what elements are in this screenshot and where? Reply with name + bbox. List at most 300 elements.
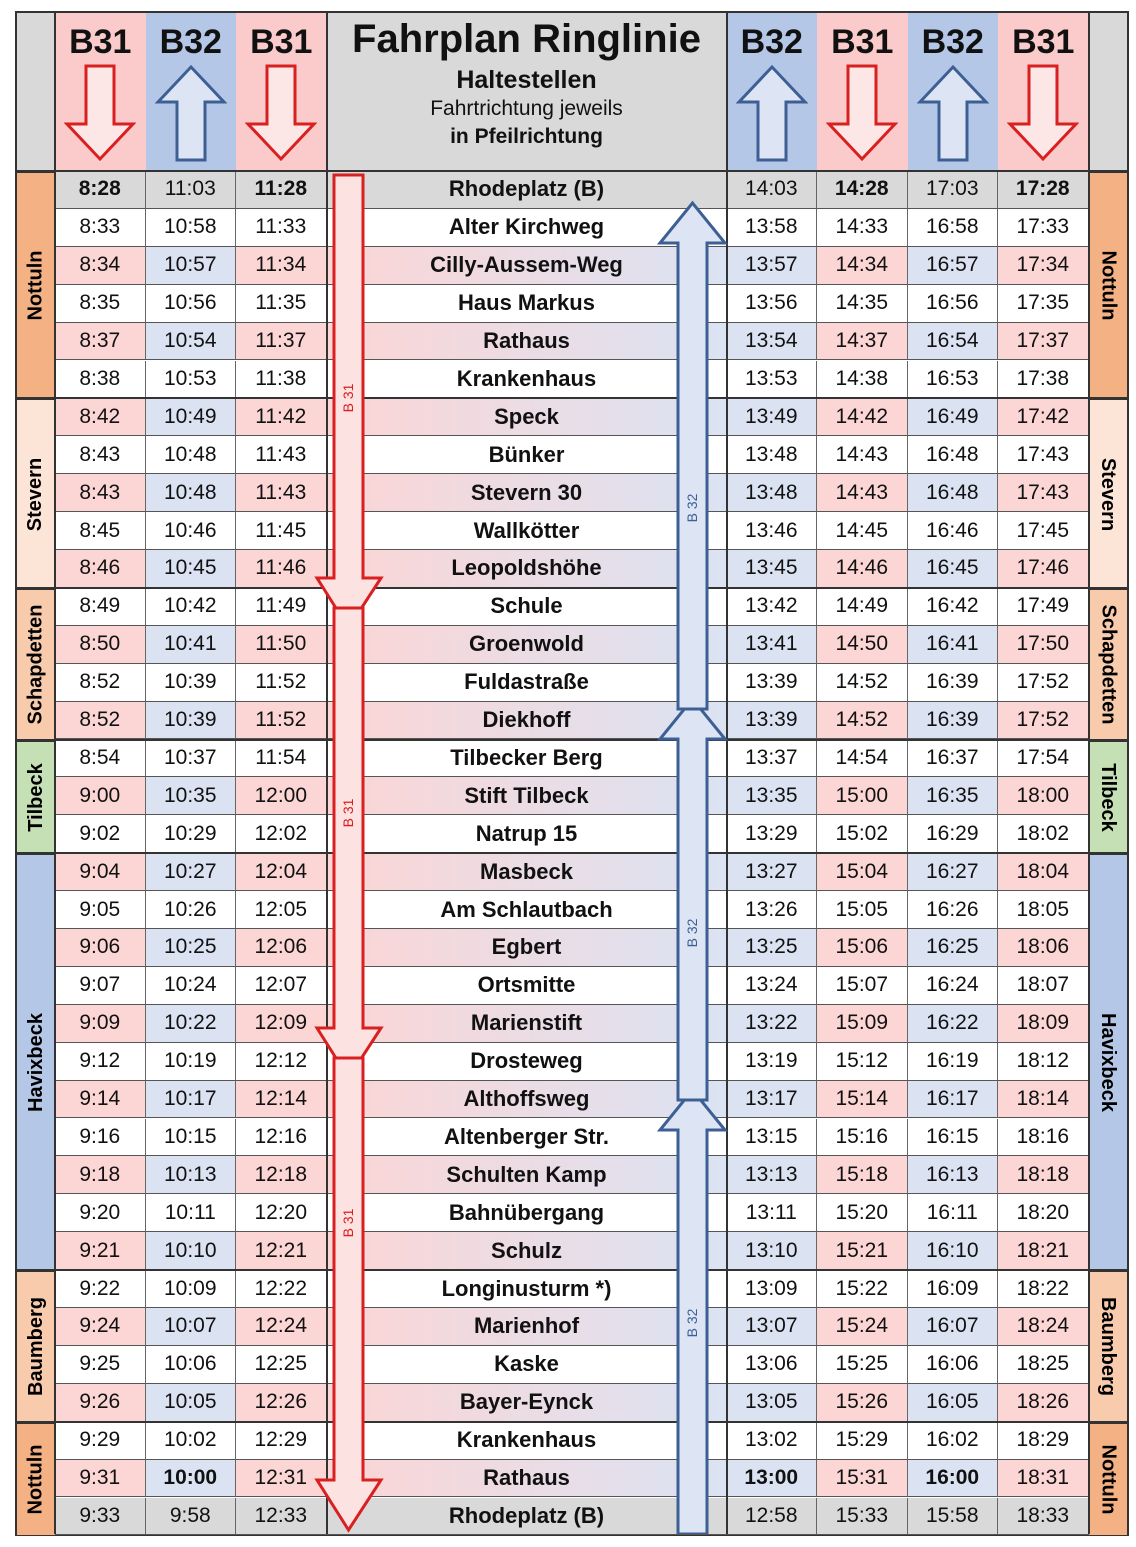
time-cell: 9:07: [55, 967, 146, 1005]
time-cell: 8:50: [55, 626, 146, 664]
time-cell: 11:43: [236, 474, 327, 512]
time-cell: 15:06: [817, 929, 908, 967]
time-cell: 13:54: [727, 323, 818, 361]
stop-name: Masbeck: [327, 853, 727, 891]
time-cell: 9:31: [55, 1460, 146, 1498]
stop-name: Ortsmitte: [327, 967, 727, 1005]
time-cell: 11:52: [236, 702, 327, 740]
page-title: Fahrplan Ringlinie: [352, 17, 701, 61]
time-cell: 15:07: [817, 967, 908, 1005]
time-cell: 11:43: [236, 436, 327, 474]
time-cell: 9:25: [55, 1346, 146, 1384]
time-cell: 16:15: [908, 1119, 999, 1157]
time-cell: 18:20: [998, 1194, 1089, 1232]
time-cell: 16:37: [908, 740, 999, 778]
time-cell: 9:00: [55, 777, 146, 815]
time-cell: 9:04: [55, 853, 146, 891]
time-cell: 16:29: [908, 815, 999, 853]
time-cell: 12:09: [236, 1005, 327, 1043]
time-cell: 13:22: [727, 1005, 818, 1043]
time-cell: 8:28: [55, 171, 146, 209]
time-cell: 13:42: [727, 588, 818, 626]
stop-name: Cilly-Aussem-Weg: [327, 247, 727, 285]
time-cell: 9:21: [55, 1232, 146, 1270]
time-cell: 10:48: [146, 474, 237, 512]
time-cell: 8:52: [55, 702, 146, 740]
time-cell: 18:12: [998, 1043, 1089, 1081]
time-cell: 8:54: [55, 740, 146, 778]
time-cell: 9:16: [55, 1119, 146, 1157]
time-cell: 15:00: [817, 777, 908, 815]
time-cell: 12:33: [236, 1498, 327, 1536]
time-cell: 8:43: [55, 474, 146, 512]
time-cell: 13:58: [727, 209, 818, 247]
stop-name: Egbert: [327, 929, 727, 967]
stop-name: Stevern 30: [327, 474, 727, 512]
time-cell: 16:41: [908, 626, 999, 664]
stop-name: Tilbecker Berg: [327, 740, 727, 778]
time-cell: 13:41: [727, 626, 818, 664]
zone-label-text: Nottuln: [24, 1444, 47, 1515]
time-cell: 13:05: [727, 1384, 818, 1422]
time-cell: 13:53: [727, 361, 818, 399]
time-cell: 17:28: [998, 171, 1089, 209]
time-cell: 18:06: [998, 929, 1089, 967]
time-cell: 10:45: [146, 550, 237, 588]
time-cell: 14:33: [817, 209, 908, 247]
time-cell: 12:31: [236, 1460, 327, 1498]
stop-name: Stift Tilbeck: [327, 777, 727, 815]
time-cell: 14:28: [817, 171, 908, 209]
stop-name: Drosteweg: [327, 1043, 727, 1081]
time-cell: 9:22: [55, 1270, 146, 1308]
time-cell: 13:19: [727, 1043, 818, 1081]
time-cell: 18:21: [998, 1232, 1089, 1270]
stop-name: Haus Markus: [327, 285, 727, 323]
b31-route-arrow: [317, 1058, 381, 1530]
stop-name: Schulz: [327, 1232, 727, 1270]
route-label: B32: [159, 23, 222, 61]
time-cell: 8:37: [55, 323, 146, 361]
time-cell: 14:43: [817, 436, 908, 474]
time-cell: 13:46: [727, 512, 818, 550]
time-cell: 17:52: [998, 702, 1089, 740]
zone-label-text: Nottuln: [1097, 250, 1120, 321]
time-cell: 16:22: [908, 1005, 999, 1043]
time-cell: 10:17: [146, 1081, 237, 1119]
time-cell: 16:24: [908, 967, 999, 1005]
time-cell: 16:58: [908, 209, 999, 247]
time-cell: 15:02: [817, 815, 908, 853]
time-cell: 9:09: [55, 1005, 146, 1043]
time-cell: 18:25: [998, 1346, 1089, 1384]
time-cell: 15:14: [817, 1081, 908, 1119]
b32-arrow-label: B 32: [684, 493, 700, 523]
time-cell: 12:21: [236, 1232, 327, 1270]
time-cell: 18:16: [998, 1119, 1089, 1157]
time-cell: 10:13: [146, 1156, 237, 1194]
zone-label-text: Stevern: [24, 457, 47, 531]
time-cell: 11:37: [236, 323, 327, 361]
time-cell: 13:39: [727, 664, 818, 702]
time-cell: 10:54: [146, 323, 237, 361]
time-cell: 13:45: [727, 550, 818, 588]
time-cell: 14:34: [817, 247, 908, 285]
time-cell: 14:38: [817, 361, 908, 399]
time-cell: 13:02: [727, 1422, 818, 1460]
time-cell: 9:29: [55, 1422, 146, 1460]
zone-label-text: Schapdetten: [24, 604, 47, 725]
time-cell: 10:27: [146, 853, 237, 891]
time-cell: 18:04: [998, 853, 1089, 891]
time-cell: 16:35: [908, 777, 999, 815]
stop-name: Althoffsweg: [327, 1081, 727, 1119]
zone-label-text: Havixbeck: [24, 1013, 47, 1113]
time-cell: 8:33: [55, 209, 146, 247]
time-cell: 15:58: [908, 1498, 999, 1536]
time-cell: 10:56: [146, 285, 237, 323]
time-cell: 12:05: [236, 891, 327, 929]
time-cell: 12:26: [236, 1384, 327, 1422]
time-cell: 10:48: [146, 436, 237, 474]
time-cell: 16:49: [908, 398, 999, 436]
time-cell: 15:31: [817, 1460, 908, 1498]
time-cell: 13:07: [727, 1308, 818, 1346]
time-cell: 11:34: [236, 247, 327, 285]
route-label: B31: [1012, 23, 1075, 61]
time-cell: 10:06: [146, 1346, 237, 1384]
b32-route-arrow: [660, 203, 725, 709]
stop-name: Rathaus: [327, 323, 727, 361]
time-cell: 18:33: [998, 1498, 1089, 1536]
time-cell: 12:04: [236, 853, 327, 891]
time-cell: 10:57: [146, 247, 237, 285]
time-cell: 13:37: [727, 740, 818, 778]
stop-name: Bayer-Eynck: [327, 1384, 727, 1422]
time-cell: 10:22: [146, 1005, 237, 1043]
stop-name: Kaske: [327, 1346, 727, 1384]
time-cell: 9:18: [55, 1156, 146, 1194]
time-cell: 11:49: [236, 588, 327, 626]
time-cell: 16:06: [908, 1346, 999, 1384]
time-cell: 14:54: [817, 740, 908, 778]
time-cell: 12:06: [236, 929, 327, 967]
time-cell: 10:35: [146, 777, 237, 815]
time-cell: 9:12: [55, 1043, 146, 1081]
time-cell: 16:02: [908, 1422, 999, 1460]
time-cell: 11:38: [236, 361, 327, 399]
time-cell: 17:34: [998, 247, 1089, 285]
time-cell: 16:45: [908, 550, 999, 588]
time-cell: 15:12: [817, 1043, 908, 1081]
time-cell: 14:49: [817, 588, 908, 626]
time-cell: 13:00: [727, 1460, 818, 1498]
time-cell: 11:54: [236, 740, 327, 778]
time-cell: 17:35: [998, 285, 1089, 323]
time-cell: 17:45: [998, 512, 1089, 550]
time-cell: 11:52: [236, 664, 327, 702]
stop-name: Fuldastraße: [327, 664, 727, 702]
time-cell: 18:14: [998, 1081, 1089, 1119]
time-cell: 15:05: [817, 891, 908, 929]
time-cell: 16:57: [908, 247, 999, 285]
time-cell: 10:24: [146, 967, 237, 1005]
time-cell: 13:15: [727, 1119, 818, 1157]
route-label: B31: [831, 23, 894, 61]
time-cell: 8:34: [55, 247, 146, 285]
stop-name: Krankenhaus: [327, 1422, 727, 1460]
time-cell: 16:27: [908, 853, 999, 891]
time-cell: 17:46: [998, 550, 1089, 588]
time-cell: 12:29: [236, 1422, 327, 1460]
time-cell: 13:48: [727, 474, 818, 512]
time-cell: 17:49: [998, 588, 1089, 626]
time-cell: 10:05: [146, 1384, 237, 1422]
time-cell: 16:53: [908, 361, 999, 399]
route-label: B31: [69, 23, 132, 61]
zone-label-text: Tilbeck: [24, 763, 47, 832]
time-cell: 15:24: [817, 1308, 908, 1346]
time-cell: 11:03: [146, 171, 237, 209]
time-cell: 10:29: [146, 815, 237, 853]
time-cell: 11:35: [236, 285, 327, 323]
time-cell: 9:02: [55, 815, 146, 853]
time-cell: 13:24: [727, 967, 818, 1005]
time-cell: 16:54: [908, 323, 999, 361]
time-cell: 15:21: [817, 1232, 908, 1270]
time-cell: 10:41: [146, 626, 237, 664]
time-cell: 17:03: [908, 171, 999, 209]
time-cell: 17:42: [998, 398, 1089, 436]
time-cell: 9:05: [55, 891, 146, 929]
stop-name: Groenwold: [327, 626, 727, 664]
time-cell: 18:22: [998, 1270, 1089, 1308]
time-cell: 13:49: [727, 398, 818, 436]
time-cell: 17:50: [998, 626, 1089, 664]
stop-name: Bünker: [327, 436, 727, 474]
time-cell: 10:53: [146, 361, 237, 399]
time-cell: 13:39: [727, 702, 818, 740]
time-cell: 12:16: [236, 1119, 327, 1157]
time-cell: 11:33: [236, 209, 327, 247]
time-cell: 15:09: [817, 1005, 908, 1043]
time-cell: 13:11: [727, 1194, 818, 1232]
time-cell: 13:25: [727, 929, 818, 967]
time-cell: 16:56: [908, 285, 999, 323]
time-cell: 11:45: [236, 512, 327, 550]
time-cell: 14:45: [817, 512, 908, 550]
time-cell: 16:00: [908, 1460, 999, 1498]
time-cell: 13:13: [727, 1156, 818, 1194]
time-cell: 18:26: [998, 1384, 1089, 1422]
time-cell: 8:38: [55, 361, 146, 399]
time-cell: 15:22: [817, 1270, 908, 1308]
time-cell: 13:29: [727, 815, 818, 853]
time-cell: 17:33: [998, 209, 1089, 247]
time-cell: 16:19: [908, 1043, 999, 1081]
time-cell: 12:25: [236, 1346, 327, 1384]
time-cell: 8:43: [55, 436, 146, 474]
route-label: B32: [921, 23, 984, 61]
time-cell: 13:26: [727, 891, 818, 929]
time-cell: 11:42: [236, 398, 327, 436]
time-cell: 9:20: [55, 1194, 146, 1232]
time-cell: 8:42: [55, 398, 146, 436]
b31-route-arrow: [317, 608, 381, 1078]
stop-name: Diekhoff: [327, 702, 727, 740]
time-cell: 9:24: [55, 1308, 146, 1346]
zone-label-text: Stevern: [1097, 457, 1120, 531]
time-cell: 15:18: [817, 1156, 908, 1194]
time-cell: 16:48: [908, 474, 999, 512]
zone-label-text: Nottuln: [24, 250, 47, 321]
time-cell: 15:04: [817, 853, 908, 891]
stop-name: Marienhof: [327, 1308, 727, 1346]
time-cell: 8:49: [55, 588, 146, 626]
b32-arrow-label: B 32: [684, 918, 700, 948]
time-cell: 12:24: [236, 1308, 327, 1346]
stop-name: Rathaus: [327, 1460, 727, 1498]
time-cell: 16:25: [908, 929, 999, 967]
time-cell: 10:09: [146, 1270, 237, 1308]
stop-name: Marienstift: [327, 1005, 727, 1043]
time-cell: 11:46: [236, 550, 327, 588]
route-label: B32: [740, 23, 803, 61]
time-cell: 11:28: [236, 171, 327, 209]
time-cell: 13:27: [727, 853, 818, 891]
time-cell: 14:43: [817, 474, 908, 512]
stop-name: Schule: [327, 588, 727, 626]
time-cell: 12:02: [236, 815, 327, 853]
stop-name: Altenberger Str.: [327, 1119, 727, 1157]
time-cell: 12:00: [236, 777, 327, 815]
time-cell: 15:29: [817, 1422, 908, 1460]
time-cell: 12:14: [236, 1081, 327, 1119]
time-cell: 18:09: [998, 1005, 1089, 1043]
time-cell: 18:05: [998, 891, 1089, 929]
zone-label-text: Baumberg: [1097, 1297, 1120, 1397]
time-cell: 9:26: [55, 1384, 146, 1422]
time-cell: 15:33: [817, 1498, 908, 1536]
stop-name: Krankenhaus: [327, 361, 727, 399]
time-cell: 14:03: [727, 171, 818, 209]
time-cell: 14:52: [817, 702, 908, 740]
time-cell: 10:11: [146, 1194, 237, 1232]
time-cell: 15:20: [817, 1194, 908, 1232]
time-cell: 10:37: [146, 740, 237, 778]
time-cell: 10:15: [146, 1119, 237, 1157]
time-cell: 10:19: [146, 1043, 237, 1081]
time-cell: 11:50: [236, 626, 327, 664]
time-cell: 16:09: [908, 1270, 999, 1308]
time-cell: 14:46: [817, 550, 908, 588]
time-cell: 18:29: [998, 1422, 1089, 1460]
time-cell: 8:45: [55, 512, 146, 550]
time-cell: 13:09: [727, 1270, 818, 1308]
time-cell: 16:11: [908, 1194, 999, 1232]
time-cell: 13:48: [727, 436, 818, 474]
timetable-board: [15, 11, 1129, 1536]
time-cell: 12:20: [236, 1194, 327, 1232]
time-cell: 15:26: [817, 1384, 908, 1422]
b31-arrow-label: B 31: [340, 383, 356, 413]
time-cell: 10:39: [146, 702, 237, 740]
time-cell: 10:10: [146, 1232, 237, 1270]
time-cell: 10:25: [146, 929, 237, 967]
time-cell: 16:26: [908, 891, 999, 929]
time-cell: 16:39: [908, 664, 999, 702]
time-cell: 17:52: [998, 664, 1089, 702]
time-cell: 16:42: [908, 588, 999, 626]
zone-label-text: Nottuln: [1097, 1444, 1120, 1515]
time-cell: 13:57: [727, 247, 818, 285]
time-cell: 8:35: [55, 285, 146, 323]
time-cell: 18:00: [998, 777, 1089, 815]
time-cell: 17:43: [998, 436, 1089, 474]
stop-name: Rhodeplatz (B): [327, 171, 727, 209]
stop-name: Alter Kirchweg: [327, 209, 727, 247]
time-cell: 13:10: [727, 1232, 818, 1270]
time-cell: 9:58: [146, 1498, 237, 1536]
time-cell: 16:07: [908, 1308, 999, 1346]
b31-arrow-label: B 31: [340, 798, 356, 828]
time-cell: 12:12: [236, 1043, 327, 1081]
time-cell: 15:25: [817, 1346, 908, 1384]
time-cell: 14:35: [817, 285, 908, 323]
stop-name: Bahnübergang: [327, 1194, 727, 1232]
time-cell: 16:17: [908, 1081, 999, 1119]
time-cell: 13:35: [727, 777, 818, 815]
time-cell: 17:43: [998, 474, 1089, 512]
time-cell: 18:02: [998, 815, 1089, 853]
time-cell: 14:42: [817, 398, 908, 436]
zone-label-text: Schapdetten: [1097, 604, 1120, 725]
b31-arrow-label: B 31: [340, 1208, 356, 1238]
time-cell: 16:13: [908, 1156, 999, 1194]
zone-label-text: Baumberg: [24, 1297, 47, 1397]
zone-label-text: Havixbeck: [1097, 1013, 1120, 1113]
time-cell: 8:46: [55, 550, 146, 588]
time-cell: 13:06: [727, 1346, 818, 1384]
time-cell: 13:17: [727, 1081, 818, 1119]
time-cell: 14:50: [817, 626, 908, 664]
route-label: B31: [250, 23, 313, 61]
time-cell: 9:06: [55, 929, 146, 967]
time-cell: 13:56: [727, 285, 818, 323]
time-cell: 16:05: [908, 1384, 999, 1422]
time-cell: 17:38: [998, 361, 1089, 399]
time-cell: 12:07: [236, 967, 327, 1005]
time-cell: 10:42: [146, 588, 237, 626]
time-cell: 12:22: [236, 1270, 327, 1308]
time-cell: 10:39: [146, 664, 237, 702]
stop-name: Speck: [327, 398, 727, 436]
time-cell: 16:46: [908, 512, 999, 550]
time-cell: 16:39: [908, 702, 999, 740]
time-cell: 16:10: [908, 1232, 999, 1270]
time-cell: 10:00: [146, 1460, 237, 1498]
time-cell: 12:58: [727, 1498, 818, 1536]
header-subtitle: Haltestellen: [456, 66, 597, 94]
b32-route-arrow: [660, 699, 725, 1100]
time-cell: 14:37: [817, 323, 908, 361]
route-arrows-overlay: [17, 13, 1127, 1534]
time-cell: 14:52: [817, 664, 908, 702]
header-note-bold: in Pfeilrichtung: [450, 125, 603, 148]
time-cell: 10:02: [146, 1422, 237, 1460]
stop-name: Wallkötter: [327, 512, 727, 550]
stop-name: Am Schlautbach: [327, 891, 727, 929]
